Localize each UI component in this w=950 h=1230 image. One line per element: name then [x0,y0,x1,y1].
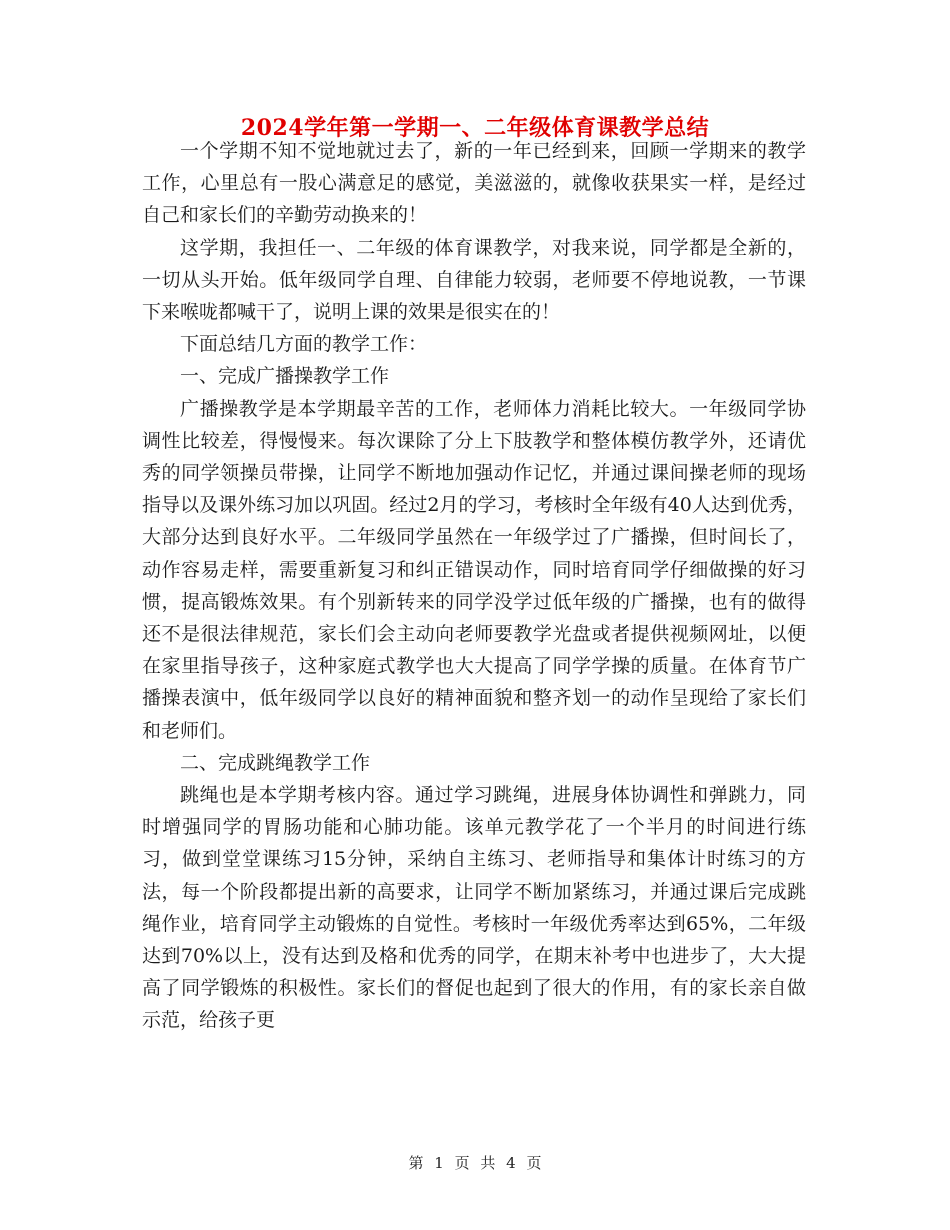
paragraph-assignment: 这学期，我担任一、二年级的体育课教学，对我来说，同学都是全新的，一切从头开始。低年级同学自理、自律能力较弱，老师要不停地说教，一节课下来喉咙都喊干了，说明上课的效果是很实在的！ [142,236,806,324]
paragraph-broadcast-exercise: 广播操教学是本学期最辛苦的工作，老师体力消耗比较大。一年级同学协调性比较差，得慢慢来。每次课除了分上下肢教学和整体模仿教学外，还请优秀的同学领操员带操，让同学不断地加强动作记忆，并通过课间操老师的现场指导以及课外练习加以巩固。经过2月的学习，考核时全年级有40人达到优秀，大部分达到良好水平。二年级同学虽然在一年级学过了广播操，但时间长了，动作容易走样，需要重新复习和纠正错误动作，同时培育同学仔细做操的好习惯，提高锻炼效果。有个别新转来的同学没学过低年级的广播操，也有的做得还不是很法律规范，家长们会主动向老师要教学光盘或者提供视频网址，以便在家里指导孩子，这种家庭式教学也大大提高了同学学操的质量。在体育节广播操表演中，低年级同学以良好的精神面貌和整齐划一的动作呈现给了家长们和老师们。 [142,397,806,742]
paragraph-jump-rope: 跳绳也是本学期考核内容。通过学习跳绳，进展身体协调性和弹跳力，同时增强同学的胃肠功能和心肺功能。该单元教学花了一个半月的时间进行练习，做到堂堂课练习15分钟，采纳自主练习、老师指导和集体计时练习的方法，每一个阶段都提出新的高要求，让同学不断加紧练习，并通过课后完成跳绳作业，培育同学主动锻炼的自觉性。考核时一年级优秀率达到65%，二年级达到70%以上，没有达到及格和优秀的同学，在期末补考中也进步了，大大提高了同学锻炼的积极性。家长们的督促也起到了很大的作用，有的家长亲自做示范，给孩子更 [142,784,806,1032]
document-title: 2024学年第一学期一、二年级体育课教学总结 [240,115,710,141]
page-number-footer: 第 1 页 共 4 页 [408,1154,542,1172]
document-body [142,135,806,1037]
section-heading-broadcast-exercise: 一、完成广播操教学工作 [180,365,390,388]
paragraph-intro: 一个学期不知不觉地就过去了，新的一年已经到来，回顾一学期来的教学工作，心里总有一股心满意足的感觉，美滋滋的，就像收获果实一样，是经过自己和家长们的辛勤劳动换来的！ [142,140,806,227]
paragraph-summary-lead: 下面总结几方面的教学工作： [180,333,428,356]
section-heading-jump-rope: 二、完成跳绳教学工作 [180,751,371,774]
